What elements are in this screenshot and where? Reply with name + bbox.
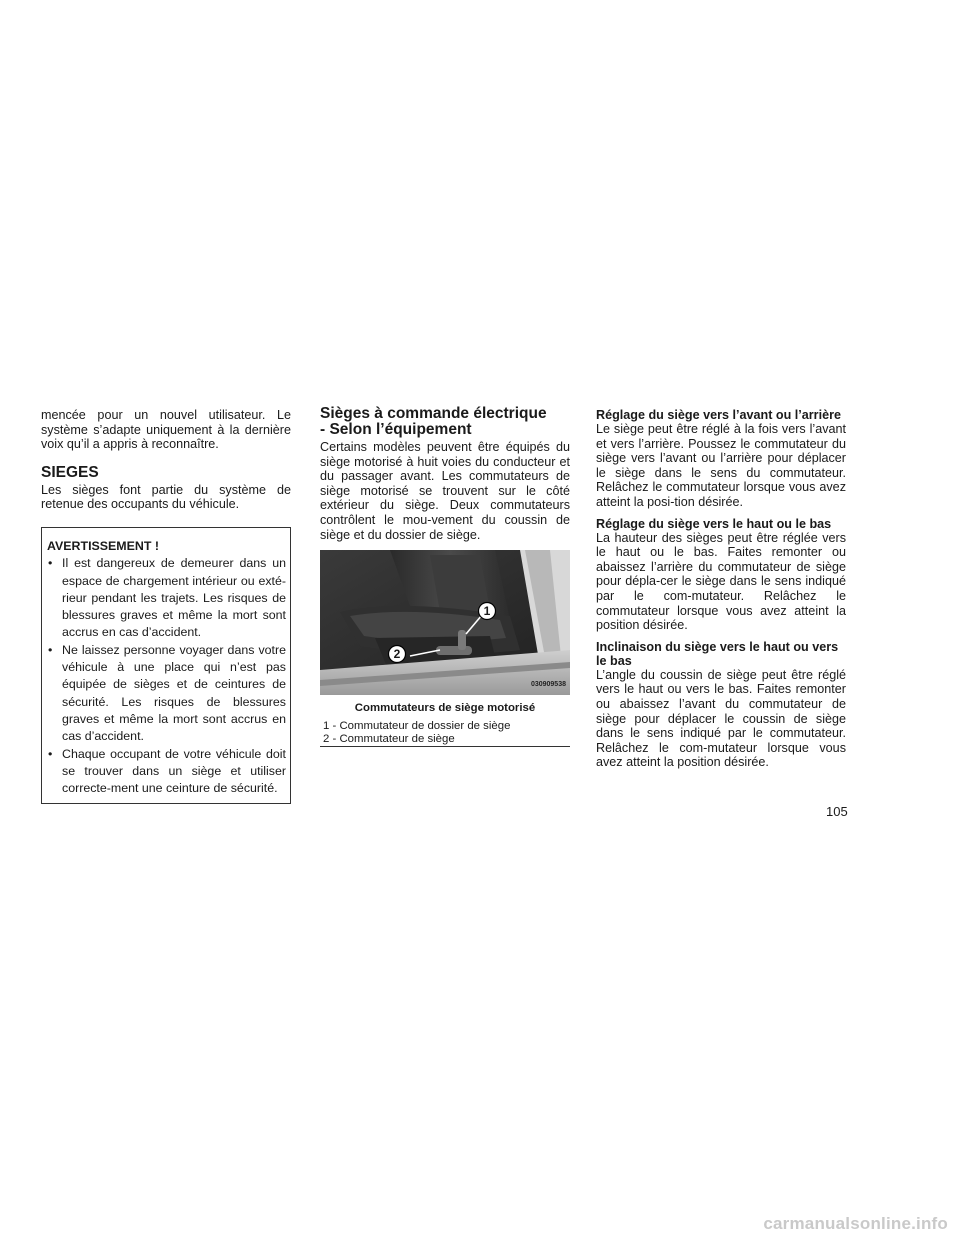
- column-right: [596, 408, 846, 777]
- figure-code: 030909538: [530, 680, 566, 688]
- section-heading-power-seats: [320, 406, 570, 438]
- seat-switch-illustration: [320, 550, 570, 695]
- warning-title: AVERTISSEMENT !: [47, 538, 159, 553]
- subheading-up-down: Réglage du siège vers le haut ou le bas: [596, 516, 832, 531]
- heading-line-1: Sièges à commande électrique: [320, 405, 547, 422]
- column-left: [41, 408, 291, 804]
- warning-box: [41, 527, 291, 804]
- watermark: carmanualsonline.info: [763, 1214, 948, 1233]
- callout-1: 1: [483, 604, 491, 619]
- fore-aft-paragraph: Le siège peut être réglé à la fois vers l’avant et vers l’arrière. Poussez le commutateur du siège vers l’avant ou l’arrière pour déplacer le siège dans le sens du commutateur. Relâchez le commutateur lorsque vous avez atteint la posi-tion désirée.: [596, 422, 846, 509]
- subheading-fore-aft: Réglage du siège vers l’avant ou l’arrière: [596, 408, 841, 422]
- sieges-paragraph: Les sièges font partie du système de retenue des occupants du véhicule.: [41, 482, 291, 512]
- warning-item: • Ne laissez personne voyager dans votre véhicule à une place qui n’est pas équipée de sièges et de ceintures de sécurité. Les risques de blessures graves et même la mort sont accrus en cas d’accident.: [47, 642, 286, 746]
- up-down-paragraph: La hauteur des sièges peut être réglée vers le haut ou le bas. Faites remonter ou abaissez l’arrière du commutateur de siège pour dépla-cer le siège dans le sens indiqué par le com-mutateur. Relâchez le commutateur lorsque vous avez atteint la position désirée.: [596, 530, 846, 633]
- subheading-tilt: Inclinaison du siège vers le haut ou vers le bas: [596, 639, 839, 668]
- column-middle: [320, 405, 570, 747]
- warning-item: • Il est dangereux de demeurer dans un espace de chargement intérieur ou exté-rieur pendant les trajets. Les risques de blessures graves et même la mort sont accrus en cas d’accident.: [47, 555, 286, 641]
- legend-item: 1 - Commutateur de dossier de siège: [323, 720, 511, 733]
- callout-2: 2: [393, 647, 401, 662]
- warning-item: • Chaque occupant de votre véhicule doit se trouver dans un siège et utiliser correcte-ment une ceinture de sécurité.: [47, 746, 286, 798]
- legend-item: 2 - Commutateur de siège: [323, 732, 455, 745]
- heading-line-2: - Selon l’équipement: [320, 421, 472, 438]
- tilt-paragraph: L’angle du coussin de siège peut être réglé vers le haut ou vers le bas. Faites remonter ou abaissez l’avant du commutateur de siège pour déplacer le coussin de siège dans le sens indiqué par le commutateur. Relâchez le com-mutateur lorsque vous avez atteint la position désirée.: [596, 667, 846, 770]
- intro-paragraph: mencée pour un nouvel utilisateur. Le système s’adapte uniquement à la dernière voix qu’il a appris à reconnaître.: [41, 408, 291, 452]
- seat-switch-photo: [320, 550, 570, 695]
- page-number: 105: [826, 804, 848, 819]
- section-heading-sieges: SIEGES: [41, 463, 99, 481]
- figure-legend: [320, 720, 570, 747]
- figure-caption: Commutateurs de siège motorisé: [354, 702, 536, 715]
- warning-list: [47, 555, 286, 797]
- power-seats-paragraph: Certains modèles peuvent être équipés du siège motorisé à huit voies du conducteur et du passager avant. Les commutateurs de siège motorisé se trouvent sur le côté extérieur du siège. Deux commutateurs contrôlent le mou-vement du coussin de siège et du dossier de siège.: [320, 440, 570, 542]
